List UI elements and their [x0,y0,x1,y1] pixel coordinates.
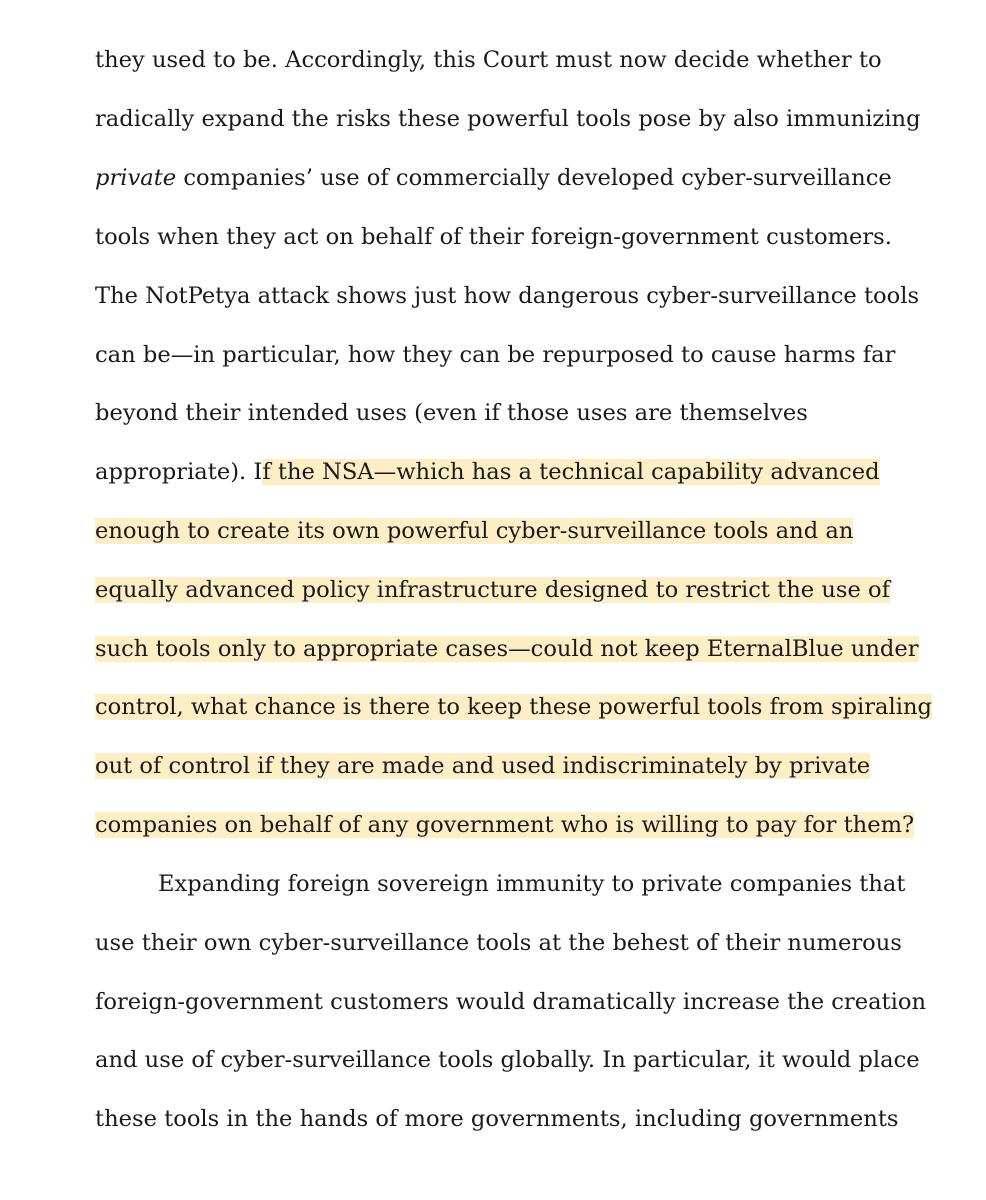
text-line [95,573,890,607]
highlighted-text: enough to create its own powerful cyber-surveillance tools and an [95,518,854,544]
text-line: can be—in particular, how they can be repurposed to cause harms far [95,342,896,368]
highlighted-text: f the NSA—which has a technical capability advanced [262,459,880,485]
paragraph-first-line: Expanding foreign sovereign immunity to private companies that [158,871,906,897]
highlighted-text: such tools only to appropriate cases—could not keep EternalBlue under [95,636,919,662]
text-line: foreign-government customers would dramatically increase the creation [95,989,927,1015]
text-line: tools when they act on behalf of their foreign-government customers. [95,224,892,250]
text-line [95,455,880,489]
text-line: and use of cyber-surveillance tools globally. In particular, it would place [95,1047,920,1073]
text-line [95,690,932,724]
text-span: appropriate). I [95,459,263,485]
highlighted-text: equally advanced policy infrastructure designed to restrict the use of [95,577,891,603]
text-line [95,514,853,548]
text-line [95,161,892,195]
text-span: companies’ use of commercially developed cyber-surveillance [176,165,892,191]
highlighted-text: control, what chance is there to keep these powerful tools from spiraling [95,694,932,720]
text-line: these tools in the hands of more governments, including governments [95,1106,899,1132]
text-line: The NotPetya attack shows just how dangerous cyber-surveillance tools [95,283,920,309]
text-line [95,749,870,783]
highlighted-text: companies on behalf of any government who is willing to pay for them? [95,812,915,838]
highlighted-text: out of control if they are made and used indiscriminately by private [95,753,871,779]
text-line: use their own cyber-surveillance tools at the behest of their numerous [95,930,902,956]
text-line: they used to be. Accordingly, this Court must now decide whether to [95,47,882,73]
italic-word: private [95,165,177,191]
text-line: radically expand the risks these powerful tools pose by also immunizing [95,106,921,132]
text-line: beyond their intended uses (even if those uses are themselves [95,400,808,426]
text-line [95,632,919,666]
text-line [95,808,914,842]
